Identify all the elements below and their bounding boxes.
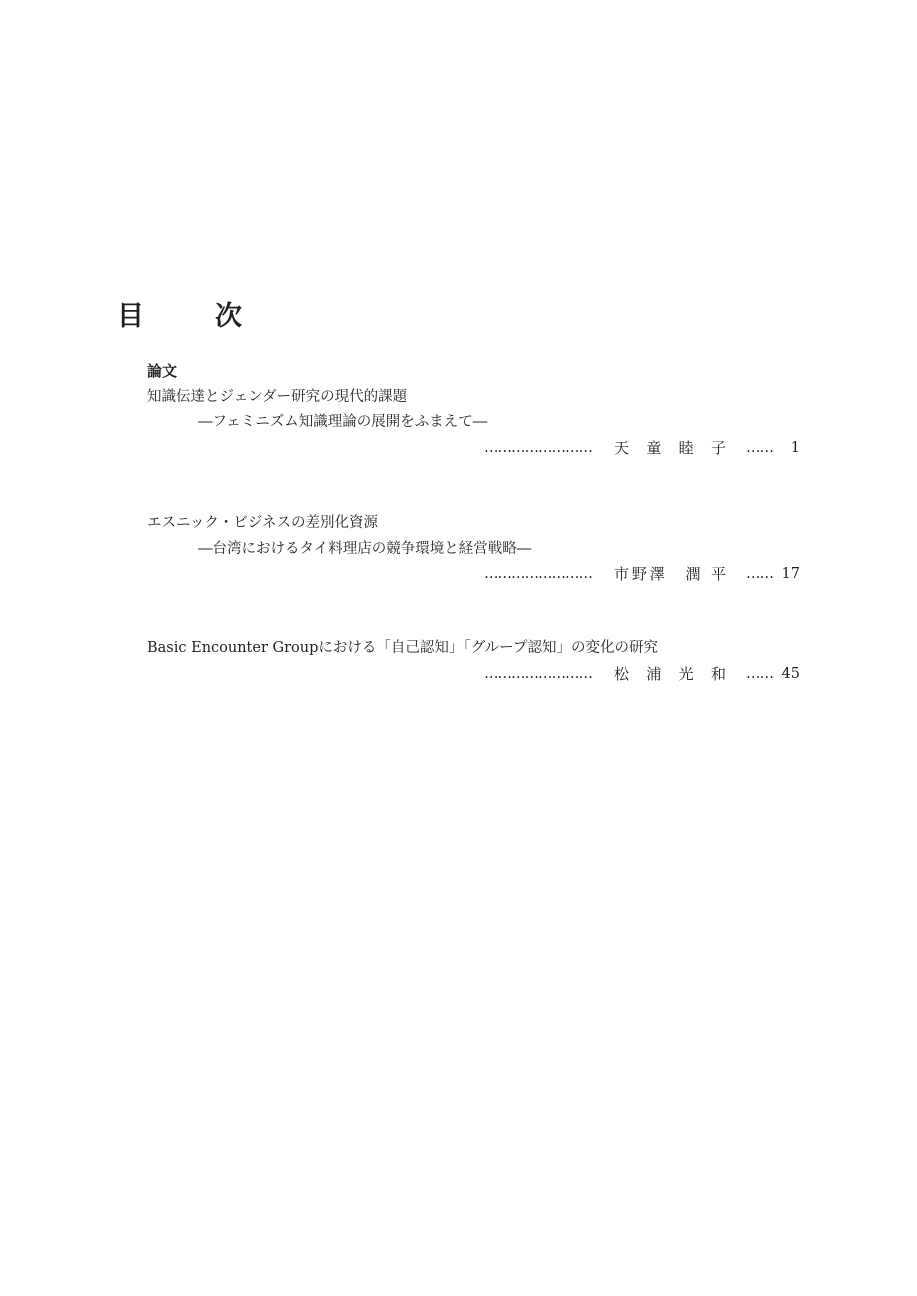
toc-entry-title[interactable]: エスニック・ビジネスの差別化資源 <box>147 515 378 531</box>
dot-leader: …………………… <box>484 566 592 582</box>
dot-leader: …………………… <box>484 440 592 456</box>
dot-leader: …………………… <box>484 666 592 682</box>
author-name: 松 浦 光 和 <box>614 665 726 683</box>
author-name: 天 童 睦 子 <box>614 439 726 457</box>
author-name: 市野澤 潤 平 <box>614 565 726 583</box>
toc-entry-author-row <box>484 563 804 585</box>
toc-entry-subtitle: ―台湾におけるタイ料理店の競争環境と経営戦略― <box>198 541 532 557</box>
page-dot-leader: …… <box>746 666 773 682</box>
page-dot-leader: …… <box>746 440 773 456</box>
page-number[interactable]: 17 <box>781 566 800 582</box>
page-dot-leader: …… <box>746 566 773 582</box>
page-title: 目 次 <box>117 301 264 332</box>
toc-entry-author-row <box>484 663 804 685</box>
toc-entry-subtitle: ―フェミニズム知識理論の展開をふまえて― <box>198 414 488 430</box>
toc-entry-title[interactable]: Basic Encounter Groupにおける「自己認知」「グループ認知」の変化の研究 <box>147 640 658 656</box>
section-label: 論文 <box>147 362 178 380</box>
page-number[interactable]: 45 <box>781 666 800 682</box>
toc-entry-title[interactable]: 知識伝達とジェンダー研究の現代的課題 <box>147 389 408 405</box>
page-number[interactable]: 1 <box>790 440 800 456</box>
toc-entry-author-row <box>484 437 804 459</box>
